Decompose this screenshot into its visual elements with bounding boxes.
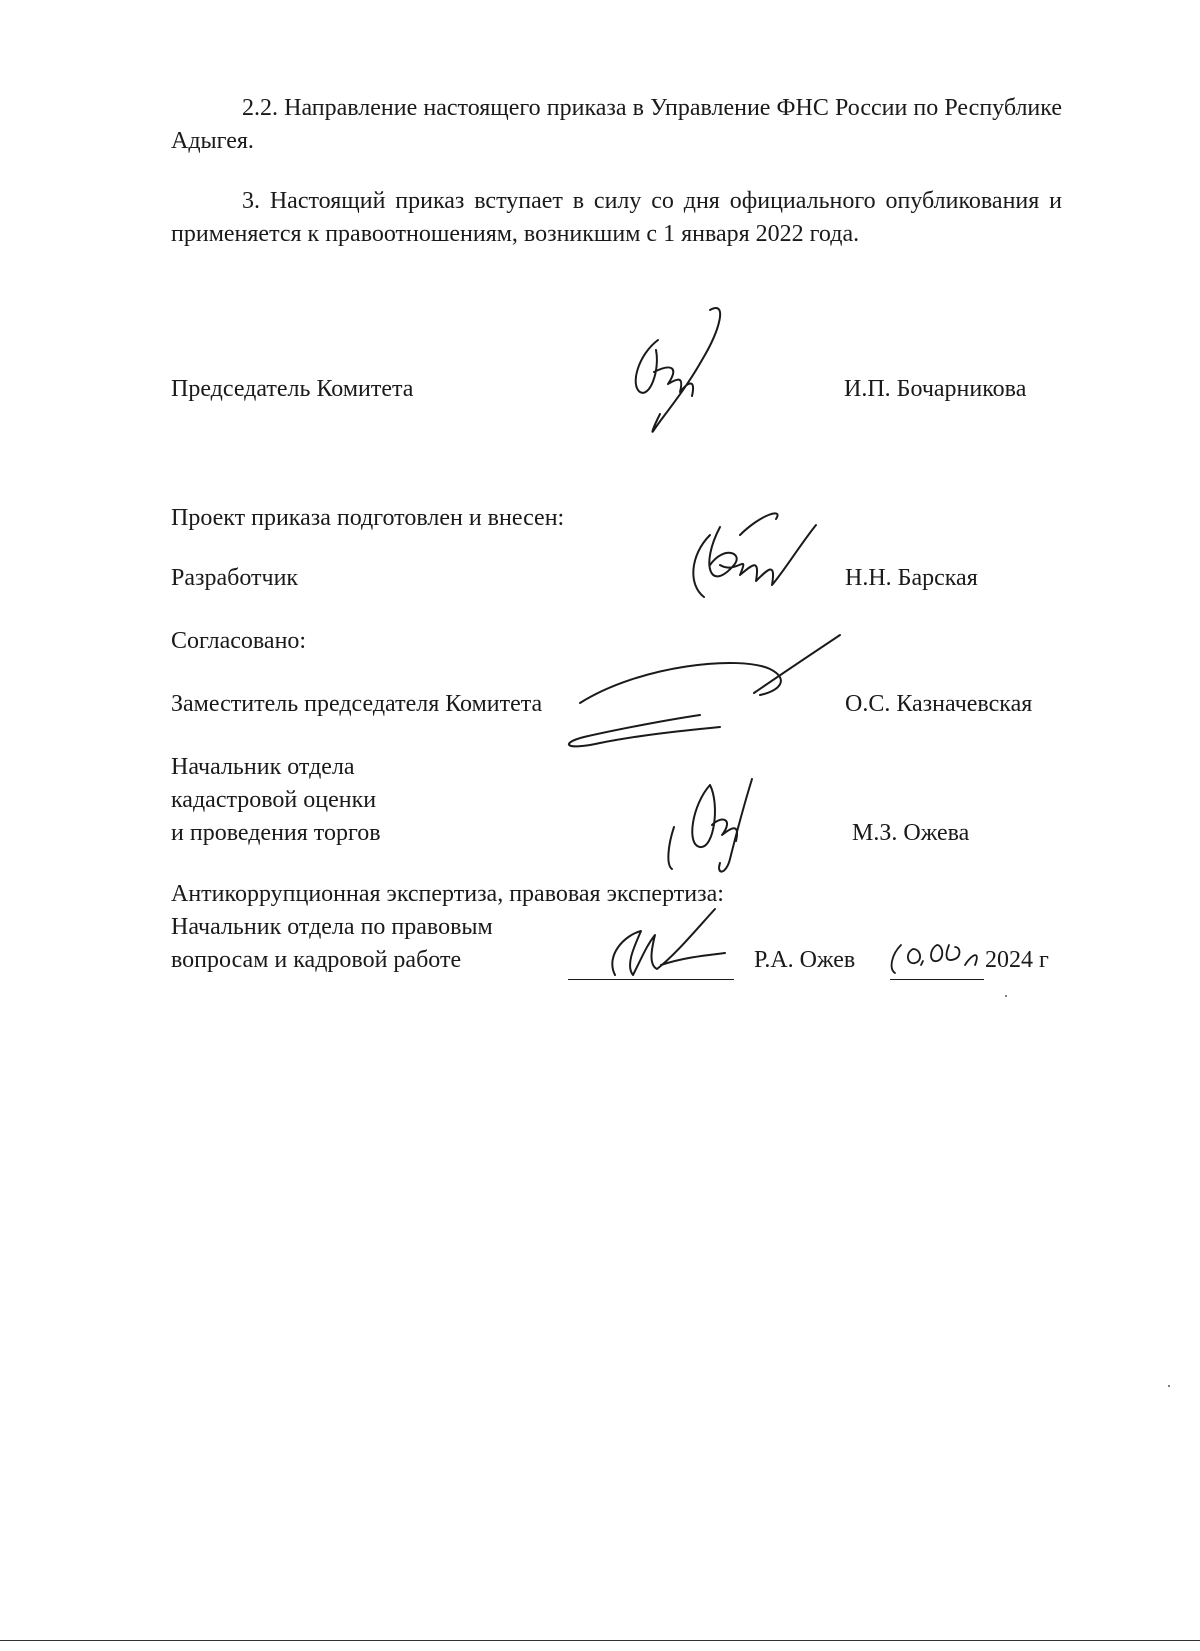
- dept-head-line-2: кадастровой оценки: [171, 787, 377, 813]
- developer-name: Н.Н. Барская: [845, 565, 978, 591]
- deputy-signature: [540, 625, 880, 755]
- legal-date-suffix: 2024 г: [985, 947, 1049, 973]
- dept-head-line-3: и проведения торгов: [171, 820, 381, 846]
- scan-edge-line: [0, 1640, 1200, 1641]
- scan-speck: [1005, 995, 1007, 997]
- approval-heading: Согласовано:: [171, 628, 307, 654]
- developer-signature: [680, 505, 840, 605]
- chairman-title: Председатель Комитета: [171, 376, 414, 402]
- paragraph-3: 3. Настоящий приказ вступает в силу со дня официального опубликования и применяется к правоотношениям, возникшим с 1 января 2022 года.: [171, 188, 1062, 247]
- developer-title: Разработчик: [171, 565, 299, 591]
- legal-title-line-1: Начальник отдела по правовым: [171, 914, 493, 940]
- dept-head-name: М.З. Ожева: [852, 820, 970, 846]
- legal-heading: Антикоррупционная экспертиза, правовая экспертиза:: [171, 881, 724, 907]
- dept-head-signature: [660, 765, 770, 880]
- deputy-title: Заместитель председателя Комитета: [171, 691, 543, 717]
- legal-name: Р.А. Ожев: [754, 947, 856, 973]
- legal-signature: [585, 895, 735, 995]
- project-heading: Проект приказа подготовлен и внесен:: [171, 505, 565, 531]
- chairman-name: И.П. Бочарникова: [844, 376, 1027, 402]
- scan-speck: [1168, 1385, 1170, 1387]
- dept-head-line-1: Начальник отдела: [171, 754, 355, 780]
- legal-title-line-2: вопросам и кадровой работе: [171, 947, 462, 973]
- deputy-name: О.С. Казначевская: [845, 691, 1033, 717]
- paragraph-2-2: 2.2. Направление настоящего приказа в Управление ФНС России по Республике Адыгея.: [171, 95, 1062, 154]
- chairman-signature: [620, 300, 740, 440]
- handwritten-date: [885, 935, 989, 981]
